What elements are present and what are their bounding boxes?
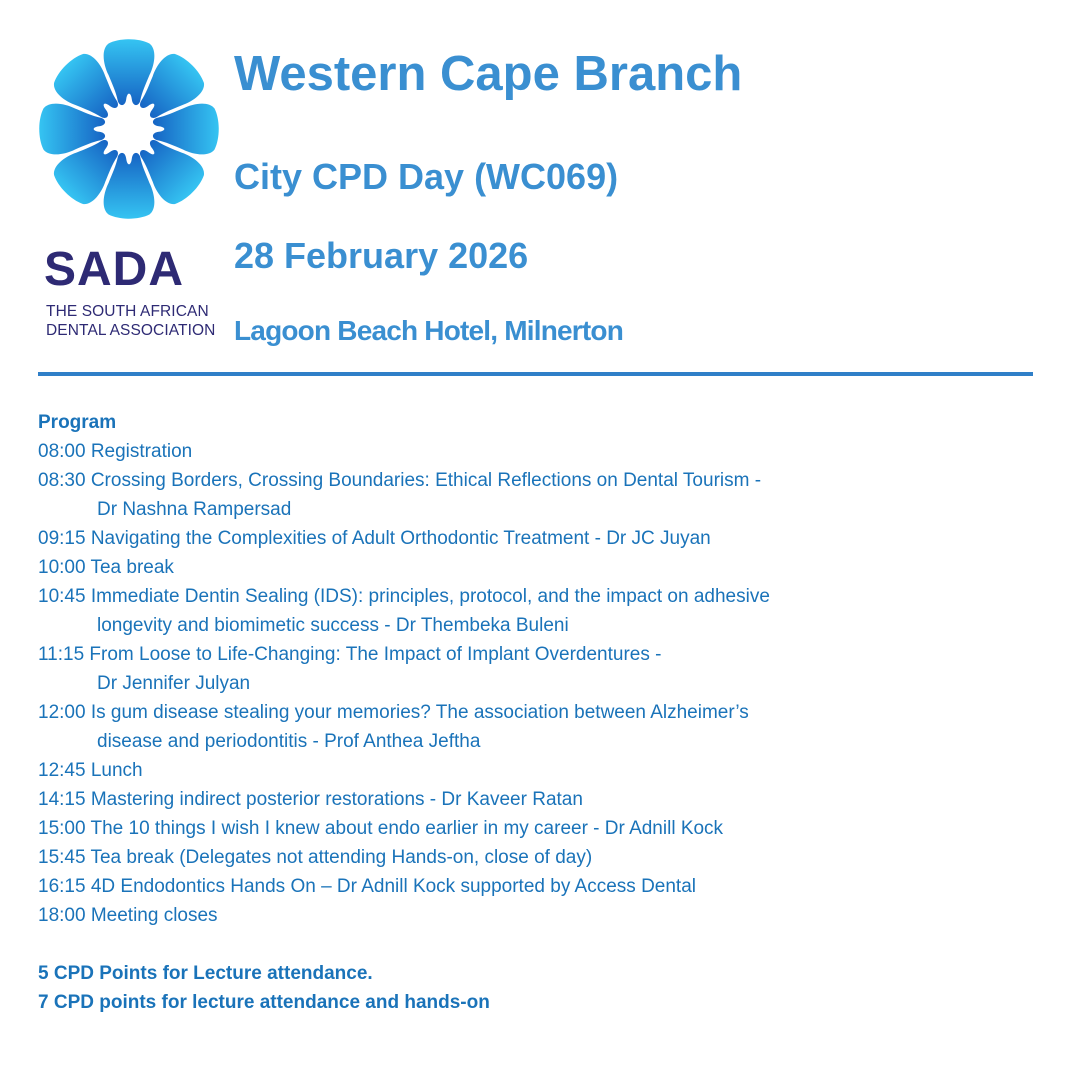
- program-item-time: 11:15: [38, 644, 85, 665]
- program-item-time: 10:00: [38, 557, 86, 578]
- program-item: [38, 524, 1038, 553]
- program-item-title: Immediate Dentin Sealing (IDS): principles, protocol, and the impact on adhesive: [90, 586, 770, 607]
- program-heading: Program: [38, 412, 117, 433]
- program-item: [38, 785, 1038, 814]
- program-item-time: 15:00: [38, 818, 86, 839]
- program-item-time: 10:45: [38, 586, 86, 607]
- sada-wordmark: SADA: [44, 243, 185, 296]
- program-item-title: Navigating the Complexities of Adult Orthodontic Treatment - Dr JC Juyan: [90, 528, 711, 549]
- program-item-title: 4D Endodontics Hands On – Dr Adnill Kock supported by Access Dental: [90, 876, 696, 897]
- program-item-time: 08:30: [38, 470, 86, 491]
- program-item-time: 14:15: [38, 789, 86, 810]
- program-item-title: Crossing Borders, Crossing Boundaries: Ethical Reflections on Dental Tourism -: [90, 470, 762, 491]
- program-item: [38, 756, 1038, 785]
- header-divider: [38, 372, 1033, 376]
- program-item-time: 18:00: [38, 905, 86, 926]
- program-item-time: 12:00: [38, 702, 86, 723]
- program-item-time: 09:15: [38, 528, 86, 549]
- tagline-line-1: THE SOUTH AFRICAN: [46, 303, 209, 320]
- tagline-line-2: DENTAL ASSOCIATION: [46, 322, 216, 339]
- program-item-title: From Loose to Life-Changing: The Impact of Implant Overdentures -: [89, 644, 662, 665]
- program-item-continuation: Dr Jennifer Julyan: [97, 673, 251, 694]
- program-item-title: Meeting closes: [90, 905, 218, 926]
- program-item: [38, 553, 1038, 582]
- program-item: [38, 814, 1038, 843]
- program-item-title: Is gum disease stealing your memories? The association between Alzheimer’s: [90, 702, 749, 723]
- program-item-time: 16:15: [38, 876, 86, 897]
- event-venue: Lagoon Beach Hotel, Milnerton: [234, 315, 624, 346]
- program-item: [38, 843, 1038, 872]
- program-item: [38, 437, 1038, 466]
- cpd-points-hands-on: 7 CPD points for lecture attendance and hands-on: [38, 992, 490, 1013]
- program-item-continuation: disease and periodontitis - Prof Anthea Jeftha: [97, 731, 481, 752]
- program-item: [38, 901, 1038, 930]
- program-item-title: Lunch: [90, 760, 143, 781]
- program-item: [38, 466, 1038, 524]
- program-item: [38, 640, 1038, 698]
- event-date: 28 February 2026: [234, 235, 529, 276]
- program-item-continuation: longevity and biomimetic success - Dr Thembeka Buleni: [97, 615, 569, 636]
- program-item-time: 12:45: [38, 760, 86, 781]
- sada-tagline: [46, 302, 215, 340]
- event-title: City CPD Day (WC069): [234, 156, 619, 197]
- cpd-points-lecture: 5 CPD Points for Lecture attendance.: [38, 963, 373, 984]
- branch-title: Western Cape Branch: [234, 47, 743, 101]
- program-item: [38, 698, 1038, 756]
- program-item: [38, 872, 1038, 901]
- sada-tooth-ring-icon: [36, 36, 222, 222]
- program-item: [38, 582, 1038, 640]
- program-item-title: Registration: [90, 441, 193, 462]
- program-item-title: The 10 things I wish I knew about endo earlier in my career - Dr Adnill Kock: [90, 818, 724, 839]
- program-item-continuation: Dr Nashna Rampersad: [97, 499, 292, 520]
- cpd-points: [38, 959, 490, 1017]
- program-item-title: Tea break (Delegates not attending Hands-on, close of day): [90, 847, 593, 868]
- program-item-title: Mastering indirect posterior restorations - Dr Kaveer Ratan: [90, 789, 583, 810]
- program-section: [38, 408, 1038, 930]
- program-item-time: 15:45: [38, 847, 86, 868]
- program-item-title: Tea break: [90, 557, 174, 578]
- program-list: [38, 437, 1038, 930]
- program-item-time: 08:00: [38, 441, 86, 462]
